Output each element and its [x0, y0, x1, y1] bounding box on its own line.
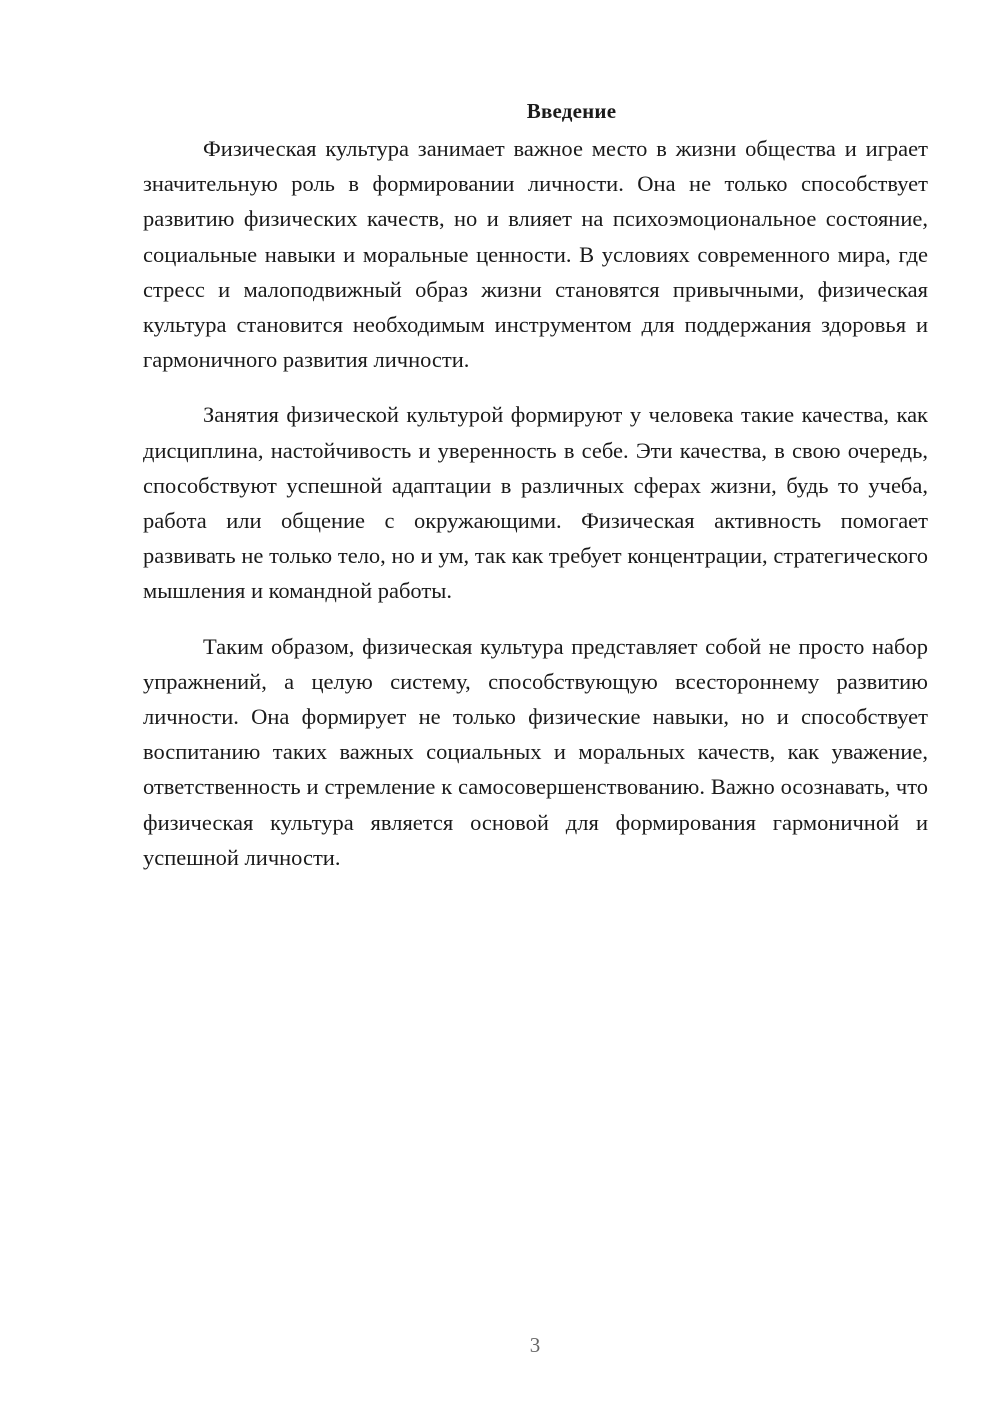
section-title: Введение — [526, 99, 617, 123]
page-number: 3 — [529, 1333, 541, 1357]
paragraph-2: Занятия физической культурой формируют у человека такие качества, как дисциплина, настойчивость и уверенность в себе. Эти качества, в свою очередь, способствуют успешной адаптации в различных сферах жизни, будь то учеба, работа или общение с окружающими. Физическая активность помогает развивать не только тело, но и ум, так как требует концентрации, стратегического мышления и командной работы. — [143, 402, 928, 604]
paragraph-3: Таким образом, физическая культура представляет собой не просто набор упражнений, а целую систему, способствующую всестороннему развитию личности. Она формирует не только физические навыки, но и способствует воспитанию таких важных социальных и моральных качеств, как уважение, ответственность и стремление к самосовершенствованию. Важно осознавать, что физическая культура является основой для формирования гармоничной и успешной личности. — [143, 633, 928, 870]
paragraph-1: Физическая культура занимает важное место в жизни общества и играет значительную роль в формировании личности. Она не только способствует развитию физических качеств, но и влияет на психоэмоциональное состояние, социальные навыки и моральные ценности. В условиях современного мира, где стресс и малоподвижный образ жизни становятся привычными, физическая культура становится необходимым инструментом для поддержания здоровья и гармоничного развития личности. — [143, 136, 928, 373]
page-content — [143, 96, 928, 895]
